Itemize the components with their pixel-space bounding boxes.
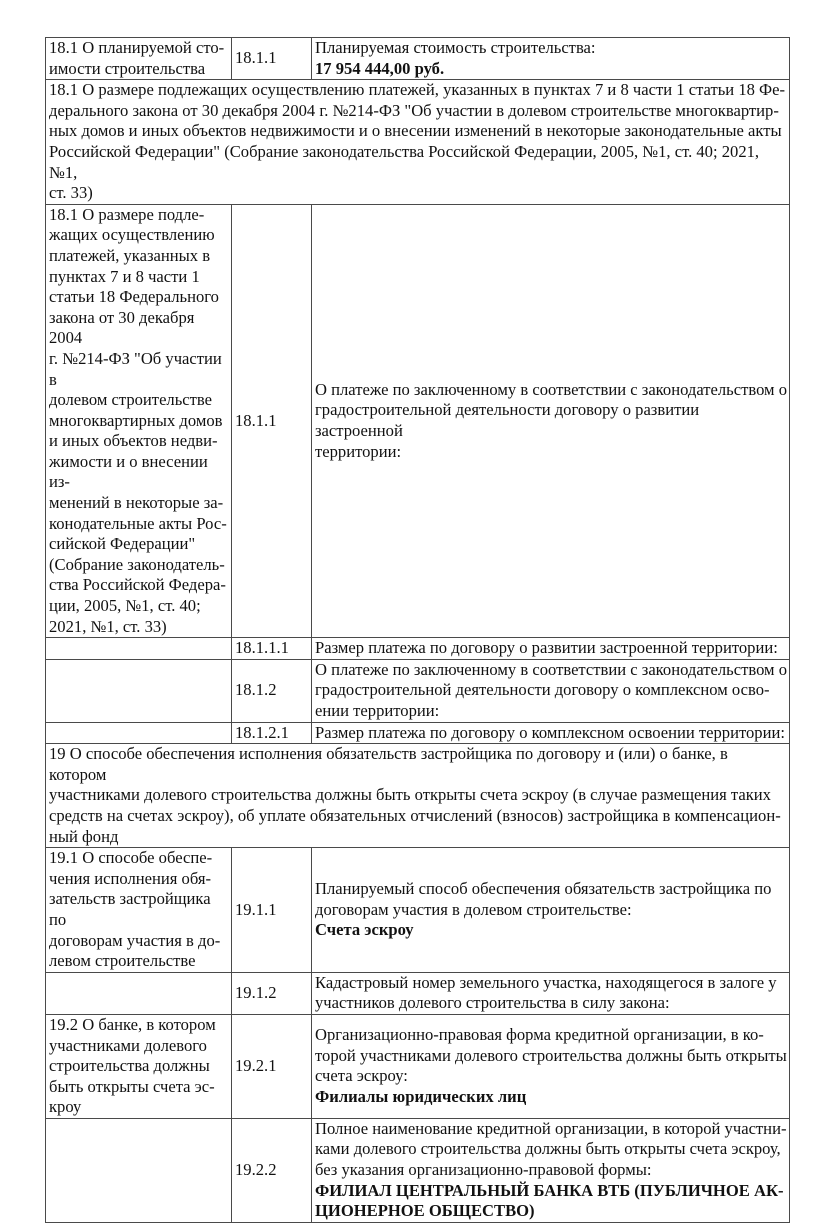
section-text: зательств застройщика по [49,889,211,929]
table-row [46,1014,790,1118]
heading-text: дерального закона от 30 декабря 2004 г. №214-ФЗ "Об участии в долевом строительстве многоквартир- [49,100,779,120]
section-text: долевом строительстве [49,390,212,410]
empty-cell [46,1118,232,1222]
code-cell: 19.2.2 [232,1118,312,1222]
field-label: О платеже по заключенному в соответствии с законодательством о [315,659,788,679]
section-text: быть открыты счета эс- [49,1076,215,1096]
code-cell: 18.1.1.1 [232,638,312,660]
table-row [46,80,790,205]
table-row [46,638,790,660]
heading-text: 18.1 О размере подлежащих осуществлению платежей, указанных в пунктах 7 и 8 части 1 статьи 18 Фе- [49,80,786,100]
content-cell [312,972,790,1014]
field-label: территории: [315,441,402,461]
section-text: конодательные акты Рос- [49,513,227,533]
table-row [46,744,790,848]
section-cell [46,204,232,637]
table-row [46,204,790,637]
section-heading-cell [46,744,790,848]
section-text: ства Российской Федера- [49,575,226,595]
section-text: многоквартирных домов [49,410,223,430]
table-row [46,659,790,722]
content-cell [312,38,790,80]
empty-cell [46,722,232,744]
section-text: 2021, №1, ст. 33) [49,616,167,636]
content-cell [312,848,790,973]
section-text: статьи 18 Федерального [49,287,219,307]
heading-text: ных домов и иных объектов недвижимости и о внесении изменений в некоторые законодательные акты [49,121,782,141]
field-label: счета эскроу: [315,1066,408,1086]
field-value: ФИЛИАЛ ЦЕНТРАЛЬНЫЙ БАНКА ВТБ (ПУБЛИЧНОЕ АК- [315,1180,784,1200]
field-label: без указания организационно-правовой формы: [315,1160,652,1180]
section-text: чения исполнения обя- [49,868,212,888]
field-label: торой участниками долевого строительства должны быть открыты [315,1045,787,1065]
section-heading-cell [46,80,790,205]
section-text: левом строительстве [49,951,196,971]
empty-cell [46,972,232,1014]
disclosure-table [45,37,790,1223]
table-row [46,972,790,1014]
section-cell [46,848,232,973]
field-label: ении территории: [315,701,440,720]
section-text: строительства должны [49,1056,210,1076]
content-cell: Размер платежа по договору о развитии застроенной территории: [312,638,790,660]
code-cell: 18.1.1 [232,38,312,80]
section-text: платежей, указанных в [49,245,211,265]
field-label: Планируемый способ обеспечения обязательств застройщика по [315,879,772,899]
section-text: закона от 30 декабря 2004 [49,307,195,348]
section-text: ции, 2005, №1, ст. 40; [49,596,201,616]
section-text: 18.1 О планируемой сто- [49,38,225,57]
table-row [46,1118,790,1222]
empty-cell [46,659,232,722]
field-value: ЦИОНЕРНОЕ ОБЩЕСТВО) [315,1201,535,1221]
section-text: кроу [49,1097,82,1117]
field-label: О платеже по заключенному в соответствии с законодательством о [315,379,788,399]
heading-text: средств на счетах эскроу), об уплате обязательных отчислений (взносов) застройщика в компенсацион- [49,805,781,825]
code-cell: 19.2.1 [232,1014,312,1118]
content-cell [312,659,790,722]
section-text: участниками долевого [49,1035,207,1055]
field-label: Полное наименование кредитной организации, в которой участни- [315,1118,787,1138]
table-row [46,38,790,80]
field-value: 17 954 444,00 руб. [315,58,445,78]
field-label: участников долевого строительства в силу закона: [315,993,670,1013]
table-row [46,722,790,744]
heading-text: ный фонд [49,826,119,846]
section-text: имости строительства [49,58,206,78]
code-cell: 18.1.1 [232,204,312,637]
field-value: Счета эскроу [315,920,414,940]
section-text: жащих осуществлению [49,225,215,245]
section-text: и иных объектов недви- [49,431,218,451]
table-row [46,848,790,973]
content-cell [312,1014,790,1118]
field-label: градостроительной деятельности договору о развитии застроенной [315,400,700,440]
section-text: 19.2 О банке, в котором [49,1014,216,1034]
heading-text: ст. 33) [49,183,93,203]
section-text: жимости и о внесении из- [49,451,208,492]
field-label: договорам участия в долевом строительстве: [315,899,632,919]
section-text: сийской Федерации" [49,534,196,554]
field-label: Кадастровый номер земельного участка, находящегося в залоге у [315,972,777,992]
section-text: 18.1 О размере подле- [49,204,205,224]
code-cell: 19.1.2 [232,972,312,1014]
section-text: пунктах 7 и 8 части 1 [49,266,200,286]
heading-text: участниками долевого строительства должны быть открыты счета эскроу (в случае размещения таких [49,785,771,805]
code-cell: 18.1.2 [232,659,312,722]
empty-cell [46,638,232,660]
heading-text: 19 О способе обеспечения исполнения обязательств застройщика по договору и (или) о банке, в котором [49,744,728,784]
section-text: (Собрание законодатель- [49,554,225,574]
field-value: Филиалы юридических лиц [315,1086,527,1106]
section-cell [46,1014,232,1118]
field-label: Планируемая стоимость строительства: [315,38,596,57]
code-cell: 18.1.2.1 [232,722,312,744]
section-text: г. №214-ФЗ "Об участии в [49,348,222,389]
field-label: ками долевого строительства должны быть открыты счета эскроу, [315,1139,781,1159]
content-cell: Размер платежа по договору о комплексном освоении территории: [312,722,790,744]
content-cell [312,1118,790,1222]
code-cell: 19.1.1 [232,848,312,973]
section-text: договорам участия в до- [49,930,221,950]
section-text: менений в некоторые за- [49,493,224,513]
heading-text: Российской Федерации" (Собрание законодательства Российской Федерации, 2005, №1, ст. 40; 2021, №1, [49,141,760,182]
section-cell [46,38,232,80]
content-cell [312,204,790,637]
field-label: градостроительной деятельности договору о комплексном осво- [315,680,770,700]
section-text: 19.1 О способе обеспе- [49,848,213,868]
field-label: Организационно-правовая форма кредитной организации, в ко- [315,1025,764,1045]
